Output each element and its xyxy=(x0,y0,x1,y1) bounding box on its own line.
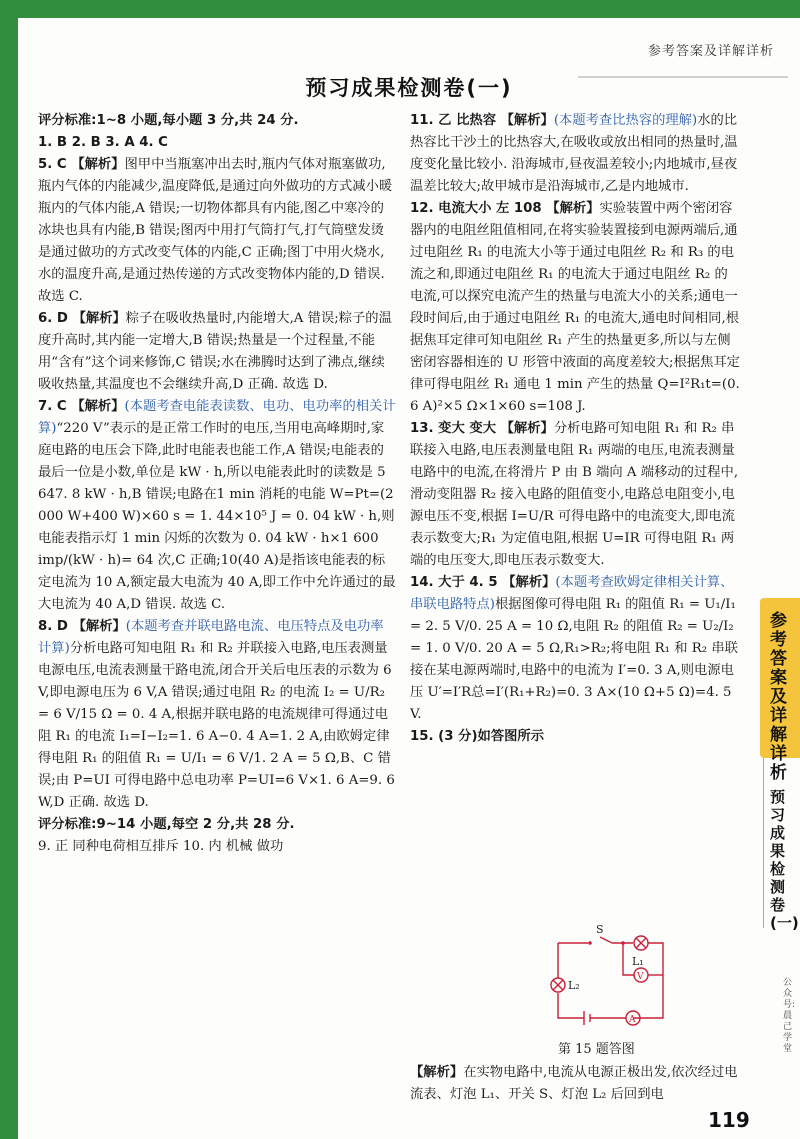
answer-5 xyxy=(38,154,396,308)
section-tab xyxy=(760,598,800,783)
answer-11-head: 11. 乙 比热容 【解析】 xyxy=(410,113,554,128)
answer-sheet-page xyxy=(18,18,800,1139)
lamp-l1-label: L₁ xyxy=(632,955,644,968)
answer-15-explanation xyxy=(410,1062,740,1106)
side-divider xyxy=(763,758,764,928)
answers-1-4: 1. B 2. B 3. A 4. C xyxy=(38,135,168,150)
left-column xyxy=(38,110,396,858)
answer-7-text: “220 V”表示的是正常工作时的电压,当用电高峰期时,家庭电路的电压会下降,此时电能表也能工作,A 错误;电能表的最后一位是小数,单位是 kW · h,所以电能表此时的读数是 5 647. 8 kW · h,B 错误;电路在1 min 消耗的电能 W=Pt=(2 000 W+400 W)×60 s = 1. 44×10⁵ J = 0. 04 kW · h,则电能表指示灯 1 min 闪烁的次数为 0. 04 kW · h×1 600 imp/(kW · h)= 64 次,C 正确;10(40 A)是指该电能表的标定电流为 10 A,额定最大电流为 40 A,即工作中允许通过的最大电流为 40 A,D 错误. 故选 C. xyxy=(38,421,396,612)
answer-6-head: 6. D 【解析】 xyxy=(38,311,126,326)
running-header: 参考答案及详解详析 xyxy=(647,44,774,59)
answer-12-text: 实验装置中两个密闭容器内的电阻丝阻值相同,在将实验装置接到电源两端后,通过电阻丝 R₁ 的电流大小等于通过电阻丝 R₂ 和 R₃ 的电流之和,即通过电阻丝 R₁ 的电流大于通过电阻丝 R₂ 的电流,可以探究电流产生的热量与电流大小的关系;通电一段时间后,由于通过电阻丝 R₁ 的电流大,通电时间相同,根据焦耳定律可知电阻丝 R₁ 产生的热量更多,所以与左侧密闭容器相连的 U 形管中液面的高度差较大;根据焦耳定律可得电阻丝 R₁ 通电 1 min 产生的热量 Q=I²R₁t=(0. 6 A)²×5 Ω×1×60 s=108 J. xyxy=(410,201,740,414)
switch-label: S xyxy=(596,923,604,936)
page-title: 预习成果检测卷(一) xyxy=(305,76,513,100)
scoring-standard-1: 评分标准:1~8 小题,每小题 3 分,共 24 分. xyxy=(38,113,299,128)
answer-12 xyxy=(410,198,740,418)
answer-8-head: 8. D 【解析】 xyxy=(38,619,126,634)
answers-9-10: 9. 正 同种电荷相互排斥 10. 内 机械 做功 xyxy=(38,839,284,854)
lamp-l2-label: L₂ xyxy=(568,979,580,992)
answer-7 xyxy=(38,396,396,616)
circuit-diagram xyxy=(538,923,668,1033)
answer-12-head: 12. 电流大小 左 108 【解析】 xyxy=(410,201,600,216)
answer-15-head: 15. (3 分)如答图所示 xyxy=(410,729,545,744)
answer-7-head: 7. C 【解析】 xyxy=(38,399,125,414)
page-number: 119 xyxy=(708,1108,750,1132)
scoring-standard-2: 评分标准:9~14 小题,每空 2 分,共 28 分. xyxy=(38,817,295,832)
answer-5-text: 图甲中当瓶塞冲出去时,瓶内气体对瓶塞做功,瓶内气体的内能减少,温度降低,是通过向外做功的方式减小暖瓶内的气体内能,A 错误;一切物体都具有内能,图乙中寒冷的冰块也具有内能,B 错误;图丙中用打气筒打气,打气筒壁发烫是通过做功的方式改变气体的内能,C 正确;图丁中用火烧水,水的温度升高,是通过热传递的方式改变物体内能的,D 错误. 故选 C. xyxy=(38,157,393,304)
side-watermark: 公众号:晨己学堂 xyxy=(783,978,796,1054)
header-bar xyxy=(578,30,788,78)
answer-14 xyxy=(410,572,740,726)
answer-11-text: 水的比热容比干沙土的比热容大,在吸收或放出相同的热量时,温度变化量比较小. 沿海城市,昼夜温差较小;内地城市,昼夜温差比较大;故甲城市是沿海城市,乙是内地城市. xyxy=(410,113,738,194)
voltmeter-label: V xyxy=(637,972,644,982)
answer-15-tail-text: 在实物电路中,电流从电源正极出发,依次经过电流表、灯泡 L₁、开关 S、灯泡 L₂ 后回到电 xyxy=(410,1065,738,1102)
answer-8-text: 分析电路可知电阻 R₁ 和 R₂ 并联接入电路,电压表测量电源电压,电流表测量干路电流,闭合开关后电压表的示数为 6 V,即电源电压为 6 V,A 错误;通过电阻 R₂ 的电流 I₂ = U/R₂ = 6 V/15 Ω = 0. 4 A,根据并联电路的电流规律可得通过电阻 R₁ 的电流 I₁=I−I₂=1. 6 A−0. 4 A=1. 2 A,由欧姆定律得电阻 R₁ 的阻值 R₁ = U/I₁ = 6 V/1. 2 A = 5 Ω,B、C 错误;由 P=UI 可得电路中总电功率 P=UI=6 V×1. 6 A=9. 6 W,D 正确. 故选 D. xyxy=(38,641,395,810)
right-column xyxy=(410,110,740,748)
section-tab-label: 参考答案及详解详析 xyxy=(770,611,787,783)
answer-14-topic: (本题考查欧姆定律相关计算、串联电路特点) xyxy=(410,575,734,612)
switch-lever xyxy=(600,937,612,943)
answer-7-topic: (本题考查电能表读数、电功、电功率的相关计算) xyxy=(38,399,396,436)
answer-6 xyxy=(38,308,396,396)
lamp-l1-cross xyxy=(636,938,646,948)
answer-11-topic: (本题考查比热容的理解) xyxy=(553,113,698,128)
battery-symbol xyxy=(584,1011,590,1025)
answer-13 xyxy=(410,418,740,572)
answer-13-text: 分析电路可知电阻 R₁ 和 R₂ 串联接入电路,电压表测量电阻 R₁ 两端的电压,电流表测量电路中的电流,在将滑片 P 由 B 端向 A 端移动的过程中,滑动变阻器 R₂ 接入电路的阻值变小,电路总电阻变小,电源电压不变,根据 I=U/R 可得电路中的电流变大,即电流表示数变大;R₁ 为定值电阻,根据 U=IR 可得电阻 R₁ 两端的电压变大,即电压表示数变大. xyxy=(410,421,739,568)
answer-14-text: 根据图像可得电阻 R₁ 的阻值 R₁ = U₁/I₁ = 2. 5 V/0. 25 A = 10 Ω,电阻 R₂ 的阻值 R₂ = U₂/I₂ = 1. 0 V/0. 20 A = 5 Ω,R₁>R₂;将电阻 R₁ 和 R₂ 串联接在某电源两端时,电路中的电流为 I′=0. 3 A,则电源电压 U′=I′R总=I′(R₁+R₂)=0. 3 A×(10 Ω+5 Ω)=4. 5 V. xyxy=(410,597,738,722)
answer-5-head: 5. C 【解析】 xyxy=(38,157,125,172)
answer-6-text: 粽子在吸收热量时,内能增大,A 错误;粽子的温度升高时,其内能一定增大,B 错误;热量是一个过程量,不能用“含有”这个词来修饰,C 错误;水在沸腾时达到了沸点,继续吸收热量,其温度也不会继续升高,D 正确. 故选 D. xyxy=(38,311,392,392)
side-chapter-label: 预习成果检测卷(一) xyxy=(770,788,799,932)
answer-15-tail-head: 【解析】 xyxy=(410,1065,464,1080)
lamp-l2-cross xyxy=(553,980,563,990)
answer-14-head: 14. 大于 4. 5 【解析】 xyxy=(410,575,556,590)
answer-13-head: 13. 变大 变大 【解析】 xyxy=(410,421,554,436)
answer-11 xyxy=(410,110,740,198)
wire-bottom-left xyxy=(558,993,584,1018)
answer-8-topic: (本题考查并联电路电流、电压特点及电功率计算) xyxy=(38,619,384,656)
answer-8 xyxy=(38,616,396,814)
figure-caption: 第 15 题答图 xyxy=(558,1042,635,1057)
ammeter-label: A xyxy=(629,1015,636,1025)
